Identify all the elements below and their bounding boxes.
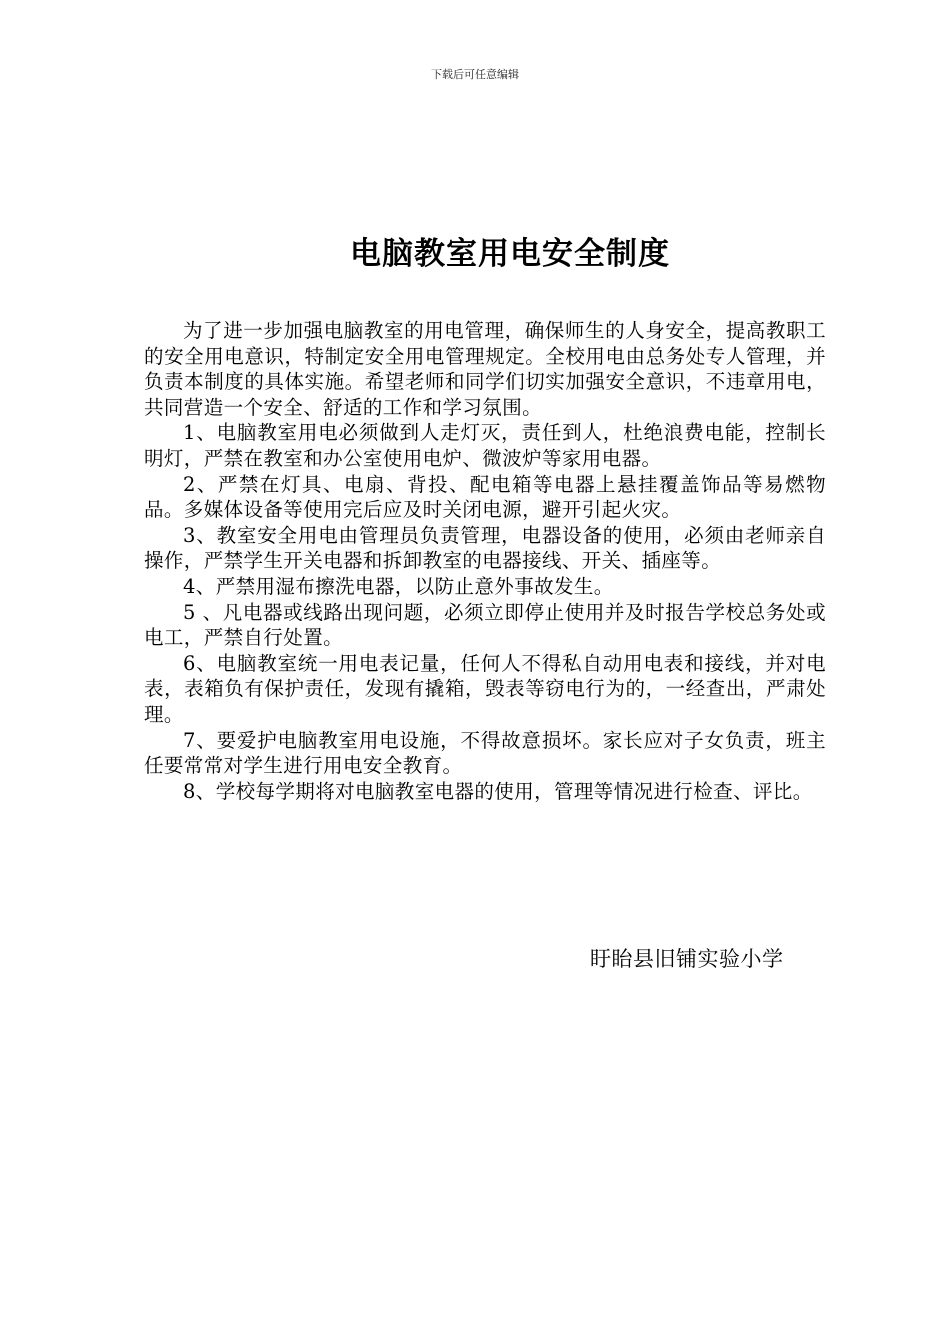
- rule-paragraph-6: 6、电脑教室统一用电表记量，任何人不得私自动用电表和接线，并对电表，表箱负有保护责任，发现有撬箱，毁表等窃电行为的，一经查出，严肃处理。: [144, 651, 826, 726]
- rule-paragraph-4: 4、严禁用湿布擦洗电器，以防止意外事故发生。: [183, 574, 614, 598]
- download-note: 下载后可任意编辑: [431, 68, 519, 81]
- rule-paragraph-7: 7、要爱护电脑教室用电设施，不得故意损坏。家长应对子女负责，班主任要常常对学生进行用电安全教育。: [144, 728, 826, 778]
- intro-paragraph: 为了进一步加强电脑教室的用电管理，确保师生的人身安全，提高教职工的安全用电意识，特制定安全用电管理规定。全校用电由总务处专人管理，并负责本制度的具体实施。希望老师和同学们切实加强安全意识，不违章用电，共同营造一个安全、舒适的工作和学习氛围。: [144, 319, 826, 419]
- rule-paragraph-8: 8、学校每学期将对电脑教室电器的使用，管理等情况进行检查、评比。: [183, 779, 813, 803]
- document-title: 电脑教室用电安全制度: [350, 236, 670, 272]
- rule-paragraph-3: 3、教室安全用电由管理员负责管理，电器设备的使用，必须由老师亲自操作，严禁学生开关电器和拆卸教室的电器接线、开关、插座等。: [144, 523, 826, 573]
- school-signature: 盱眙县旧铺实验小学: [590, 947, 784, 971]
- rule-paragraph-2: 2、严禁在灯具、电扇、背投、配电箱等电器上悬挂覆盖饰品等易燃物品。多媒体设备等使用完后应及时关闭电源，避开引起火灾。: [144, 472, 826, 522]
- rule-paragraph-5: 5 、凡电器或线路出现问题，必须立即停止使用并及时报告学校总务处或电工，严禁自行处置。: [144, 600, 826, 650]
- rule-paragraph-1: 1、电脑教室用电必须做到人走灯灭，责任到人，杜绝浪费电能，控制长明灯，严禁在教室和办公室使用电炉、微波炉等家用电器。: [144, 421, 826, 470]
- document-body: [144, 318, 826, 804]
